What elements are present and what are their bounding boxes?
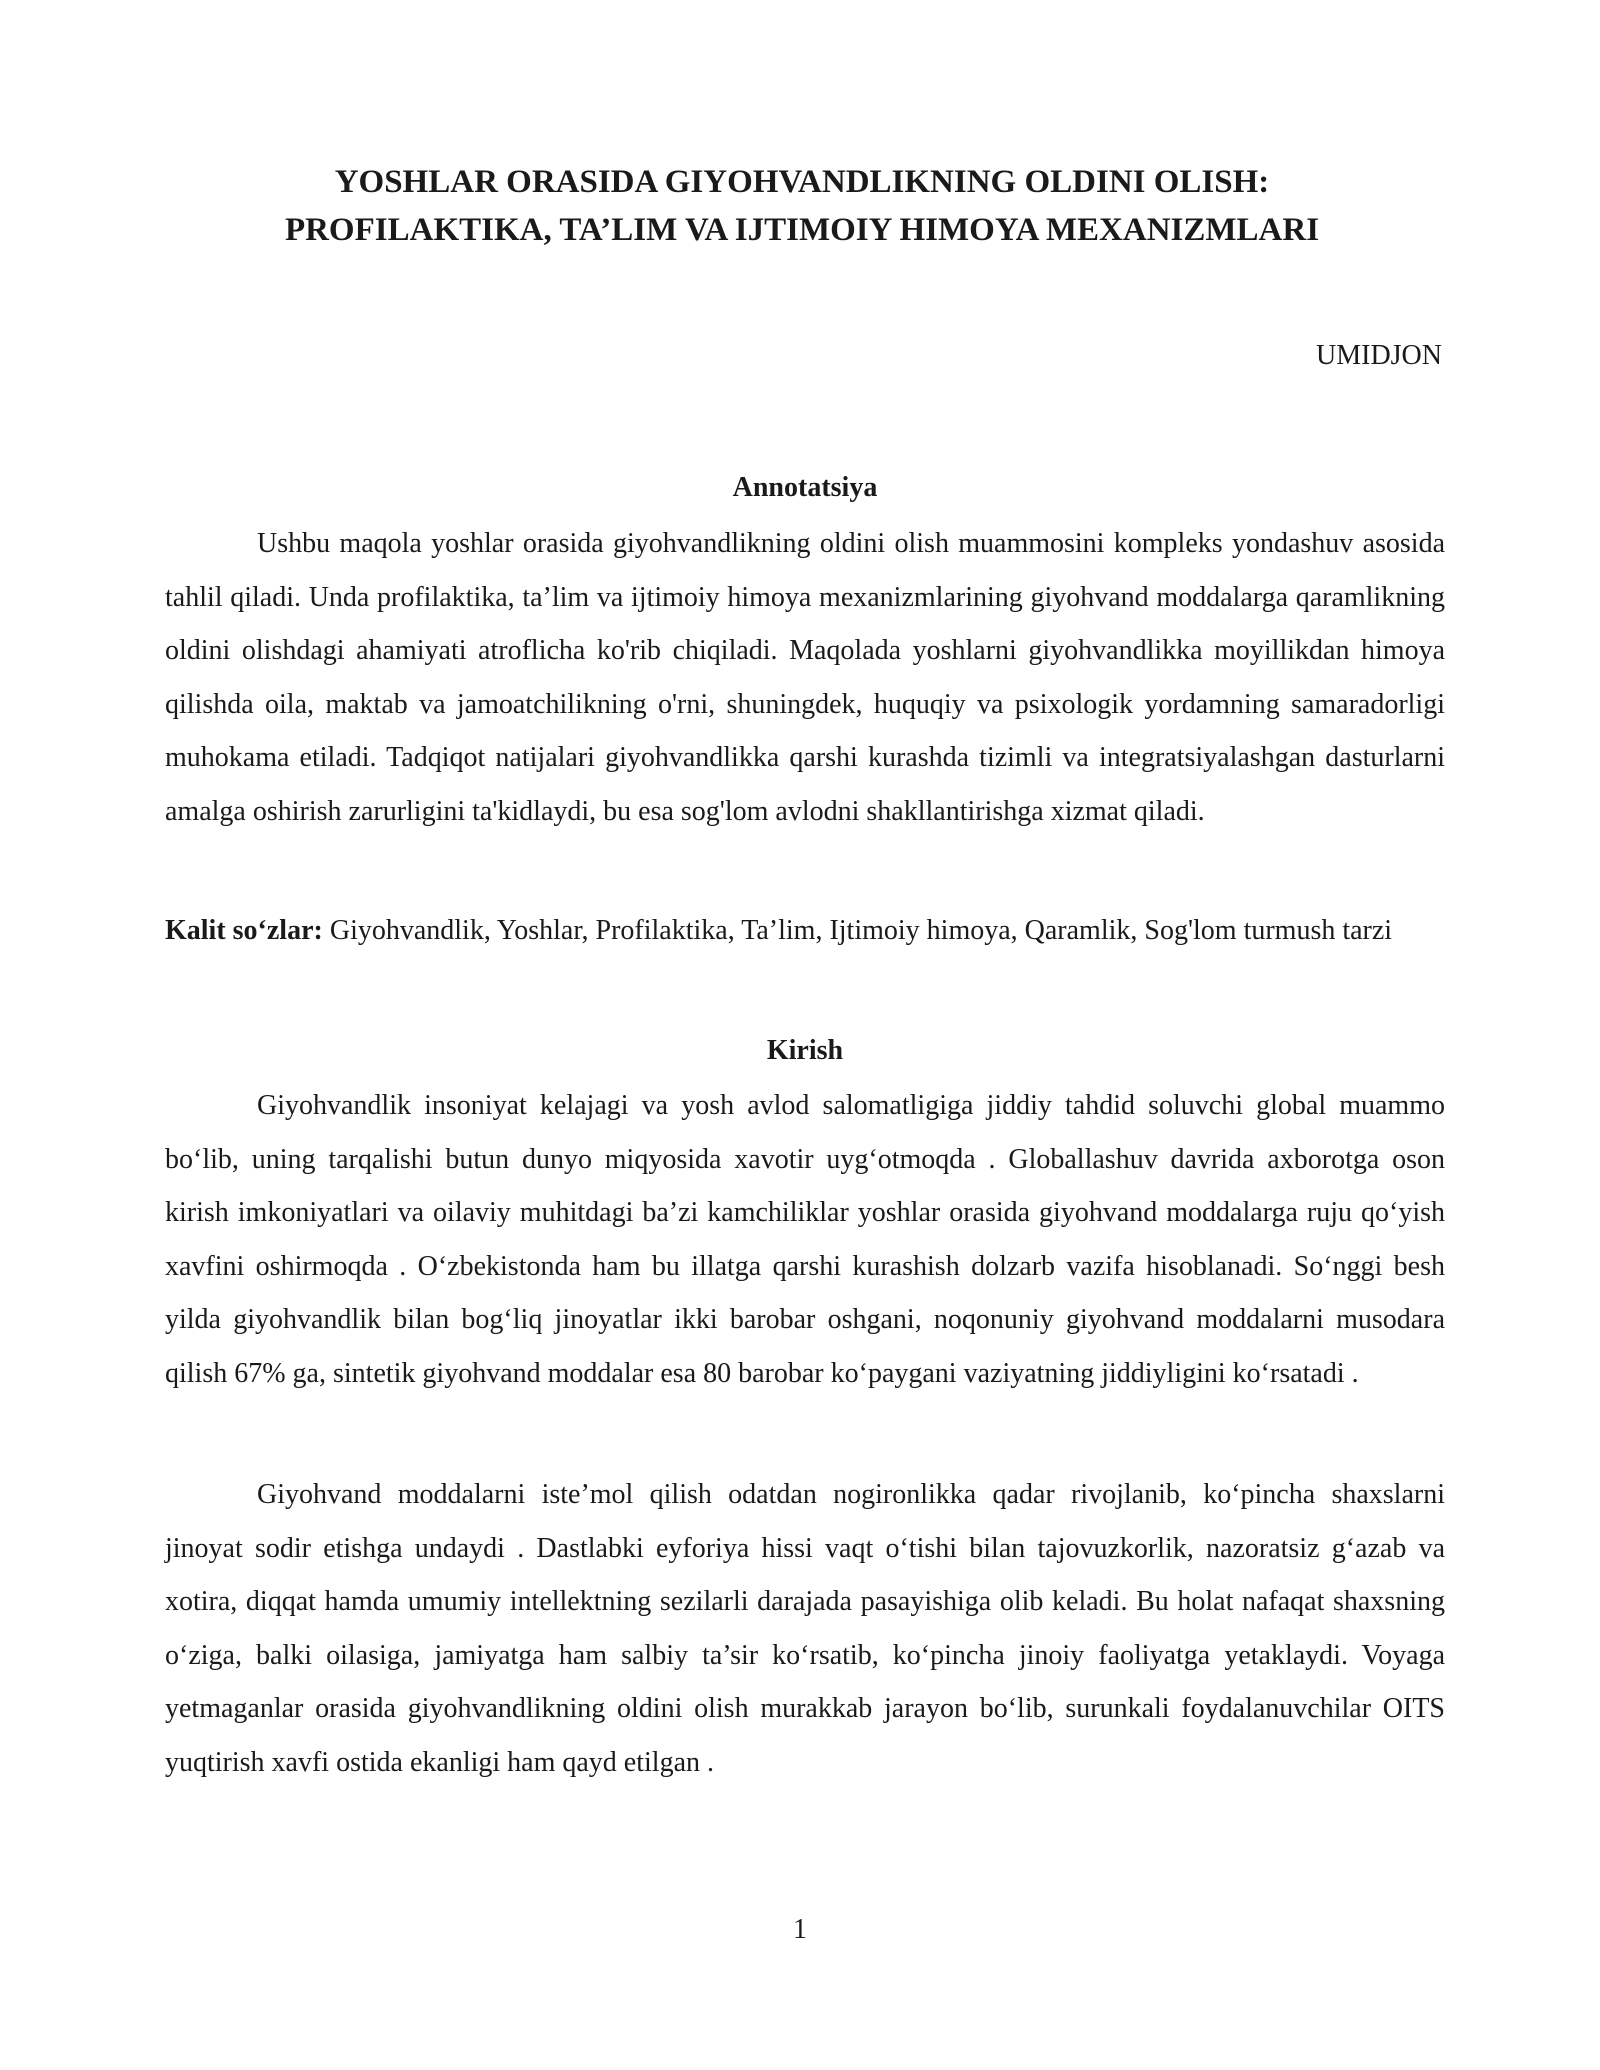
keywords-label: Kalit so‘zlar:	[165, 915, 323, 946]
title-line-2: PROFILAKTIKA, TA’LIM VA IJTIMOIY HIMOYA MEXANIZMLARI	[284, 212, 1320, 248]
abstract-paragraph: Ushbu maqola yoshlar orasida giyohvandlikning oldini olish muammosini kompleks yondashuv asosida tahlil qiladi. Unda profilaktika, ta’lim va ijtimoiy himoya mexanizmlarining giyohvand moddalarga qaramlikning oldini olishdagi ahamiyati atroflicha ko'rib chiqiladi. Maqolada yoshlarni giyohvandlikka moyillikdan himoya qilishda oila, maktab va jamoatchilikning o'rni, shuningdek, huquqiy va psixologik yordamning samaradorligi muhokama etiladi. Tadqiqot natijalari giyohvandlikka qarshi kurashda tizimli va integratsiyalashgan dasturlarni amalga oshirish zarurligini ta'kidlaydi, bu esa sog'lom avlodni shakllantirishga xizmat qiladi.	[165, 528, 1445, 827]
title-line-1: YOSHLAR ORASIDA GIYOHVANDLIKNING OLDINI OLISH:	[334, 164, 1270, 200]
introduction-heading: Kirish	[766, 1035, 844, 1066]
keywords-paragraph	[165, 904, 1445, 958]
intro-paragraph-2: Giyohvand moddalarni iste’mol qilish odatdan nogironlikka qadar rivojlanib, ko‘pincha shaxslarni jinoyat sodir etishga undaydi . Dastlabki eyforiya hissi vaqt o‘tishi bilan tajovuzkorlik, nazoratsiz g‘azab va xotira, diqqat hamda umumiy intellektning sezilarli darajada pasayishiga olib keladi. Bu holat nafaqat shaxsning o‘ziga, balki oilasiga, jamiyatga ham salbiy ta’sir ko‘rsatib, ko‘pincha jinoiy faoliyatga yetaklaydi. Voyaga yetmaganlar orasida giyohvandlikning oldini olish murakkab jarayon bo‘lib, surunkali foydalanuvchilar OITS yuqtirish xavfi ostida ekanligi ham qayd etilgan .	[165, 1479, 1445, 1778]
abstract-heading: Annotatsiya	[732, 472, 878, 503]
document-title	[160, 158, 1444, 254]
author-name: UMIDJON	[1316, 340, 1442, 371]
keywords-list: Giyohvandlik, Yoshlar, Profilaktika, Ta’lim, Ijtimoiy himoya, Qaramlik, Sog'lom turmush tarzi	[329, 915, 1393, 946]
intro-paragraph-1: Giyohvandlik insoniyat kelajagi va yosh avlod salomatligiga jiddiy tahdid soluvchi global muammo bo‘lib, uning tarqalishi butun dunyo miqyosida xavotir uyg‘otmoqda . Globallashuv davrida axborotga oson kirish imkoniyatlari va oilaviy muhitdagi ba’zi kamchiliklar yoshlar orasida giyohvand moddalarga ruju qo‘yish xavfini oshirmoqda . O‘zbekistonda ham bu illatga qarshi kurashish dolzarb vazifa hisoblanadi. So‘nggi besh yilda giyohvandlik bilan bog‘liq jinoyatlar ikki barobar oshgani, noqonuniy giyohvand moddalarni musodara qilish 67% ga, sintetik giyohvand moddalar esa 80 barobar ko‘paygani vaziyatning jiddiyligini ko‘rsatadi .	[165, 1090, 1445, 1389]
page-number: 1	[793, 1914, 807, 1945]
